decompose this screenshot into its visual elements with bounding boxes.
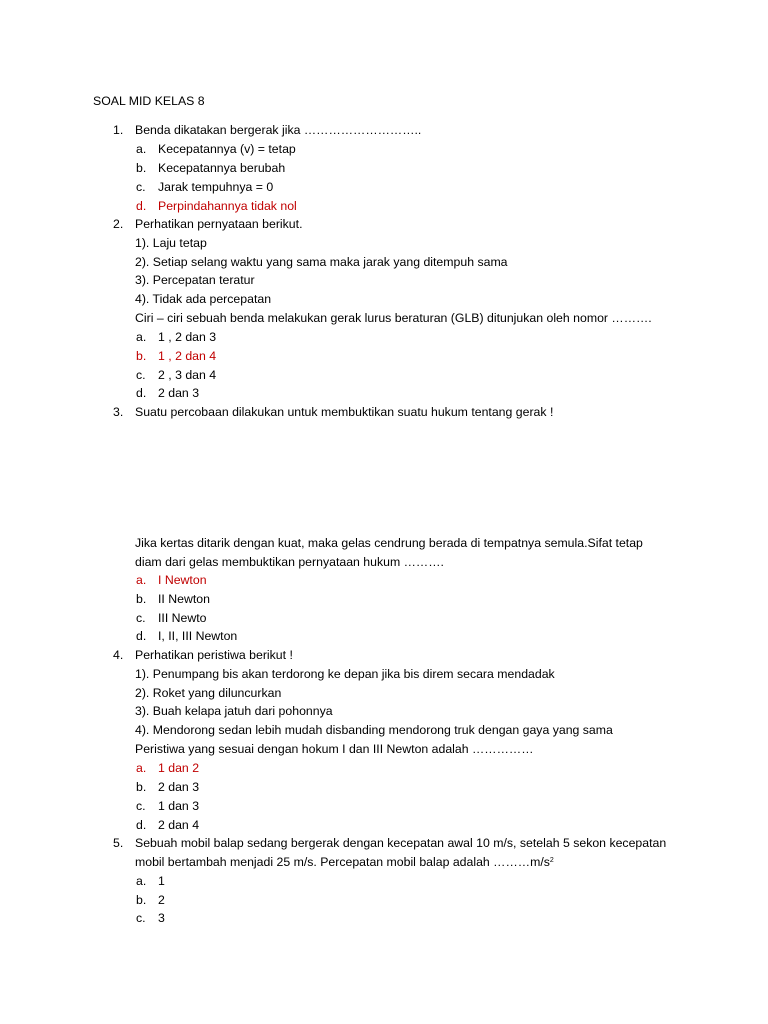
option-d: d. 2 dan 3 [136, 386, 200, 400]
question-prompt: Peristiwa yang sesuai dengan hokum I dan III Newton adalah …………… [135, 742, 534, 756]
statement-4: 4). Tidak ada percepatan [135, 292, 272, 306]
option-b: b. 2 [136, 893, 165, 907]
option-b-answer: b. 1 , 2 dan 4 [136, 349, 217, 363]
option-c: c. 1 dan 3 [136, 799, 200, 813]
question-text: Perhatikan pernyataan berikut. [135, 217, 303, 231]
question-text: Sebuah mobil balap sedang bergerak dengan kecepatan awal 10 m/s, setelah 5 sekon kecepatan [135, 836, 667, 850]
statement-3: 3). Percepatan teratur [135, 273, 255, 287]
option-c: c. III Newto [136, 611, 207, 625]
option-a: a. 1 , 2 dan 3 [136, 330, 217, 344]
question-text: Perhatikan peristiwa berikut ! [135, 648, 293, 662]
option-b: b. II Newton [136, 592, 210, 606]
statement-1: 1). Penumpang bis akan terdorong ke depan jika bis direm secara mendadak [135, 667, 555, 681]
question-text-line-2: mobil bertambah menjadi 25 m/s. Percepatan mobil balap adalah $\dots\dots\dots m/s^2$ [135, 855, 554, 869]
statement-3: 3). Buah kelapa jatuh dari pohonnya [135, 704, 333, 718]
question-prompt: Ciri – ciri sebuah benda melakukan gerak lurus beraturan (GLB) ditunjukan oleh nomor ………. [135, 311, 652, 325]
option-c: c. 3 [136, 911, 165, 925]
statement-1: 1). Laju tetap [135, 236, 207, 250]
option-c: c. 2 , 3 dan 4 [136, 368, 217, 382]
page-title: SOAL MID KELAS 8 [93, 94, 205, 108]
question-number: 5. [113, 836, 124, 850]
option-b: b. Kecepatannya berubah [136, 161, 286, 175]
option-a-answer: a. I Newton [136, 573, 207, 587]
option-d: d. 2 dan 4 [136, 818, 200, 832]
option-d: d. I, II, III Newton [136, 629, 238, 643]
option-a: a. Kecepatannya (v) = tetap [136, 142, 296, 156]
statement-2: 2). Setiap selang waktu yang sama maka jarak yang ditempuh sama [135, 255, 508, 269]
statement-2: 2). Roket yang diluncurkan [135, 686, 282, 700]
description-line-1: Jika kertas ditarik dengan kuat, maka gelas cendrung berada di tempatnya semula.Sifat tetap [135, 536, 643, 550]
question-text: Benda dikatakan bergerak jika ……………………….. [135, 123, 422, 137]
description-line-2: diam dari gelas membuktikan pernyataan hukum ………. [135, 555, 444, 569]
question-number: 1. [113, 123, 124, 137]
option-b: b. 2 dan 3 [136, 780, 200, 794]
option-c: c. Jarak tempuhnya = 0 [136, 180, 274, 194]
question-number: 4. [113, 648, 124, 662]
option-a: a. 1 [136, 874, 165, 888]
question-number: 2. [113, 217, 124, 231]
question-number: 3. [113, 405, 124, 419]
statement-4: 4). Mendorong sedan lebih mudah disbanding mendorong truk dengan gaya yang sama [135, 723, 613, 737]
option-d-answer: d. Perpindahannya tidak nol [136, 199, 297, 213]
question-text: Suatu percobaan dilakukan untuk membuktikan suatu hukum tentang gerak ! [135, 405, 554, 419]
superscript: 2 [549, 857, 554, 864]
option-a-answer: a. 1 dan 2 [136, 761, 200, 775]
